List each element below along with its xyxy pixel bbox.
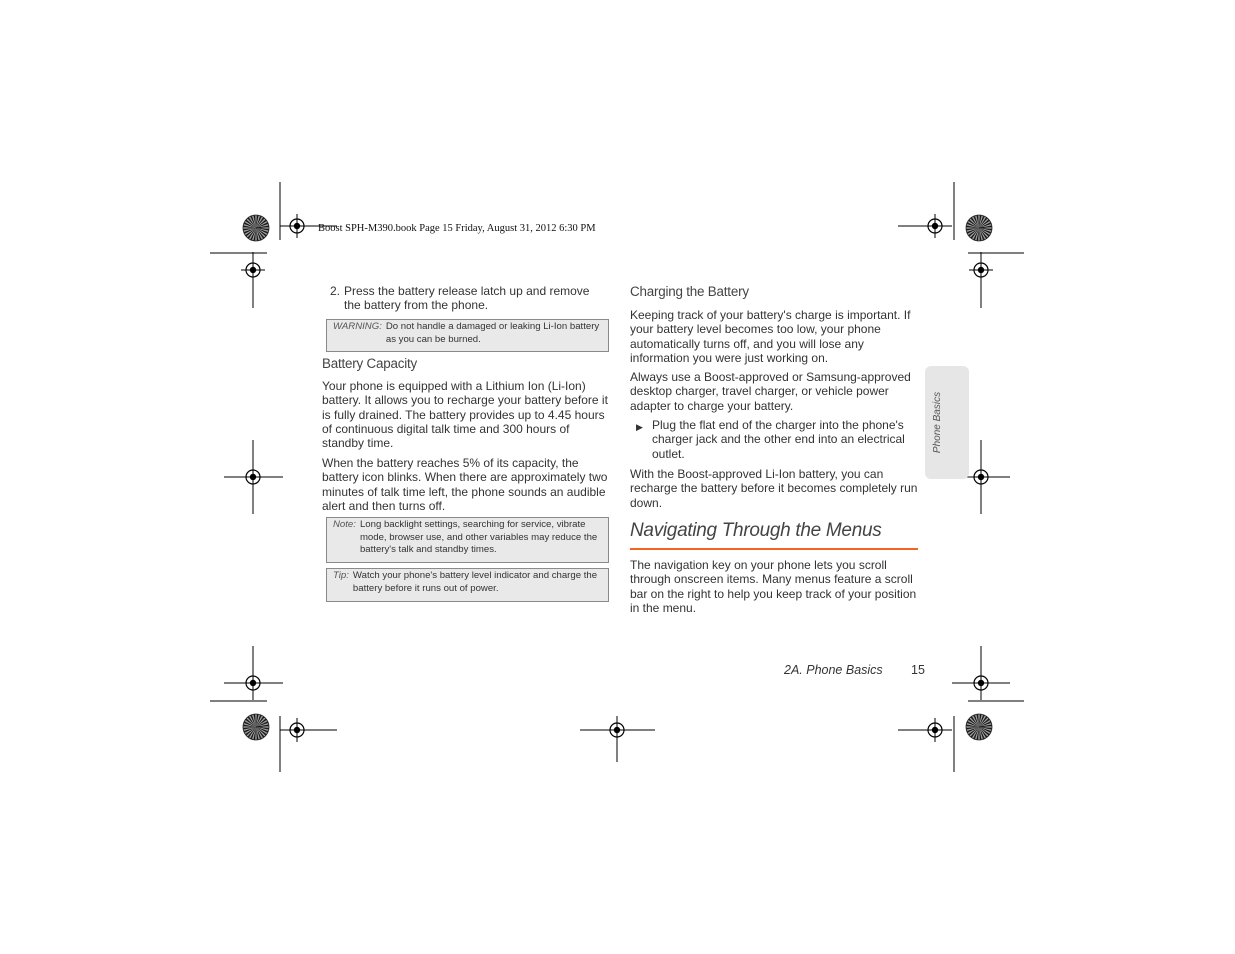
registration-target-icon bbox=[969, 465, 993, 489]
starburst-mark-icon bbox=[966, 714, 992, 740]
registration-target-icon bbox=[241, 671, 265, 695]
note-text: Long backlight settings, searching for service, vibrate mode, browser use, and other variables may reduce the battery's talk and standby times. bbox=[359, 519, 598, 556]
tip-label: Tip: bbox=[333, 570, 349, 581]
section-title: Navigating Through the Menus bbox=[630, 520, 882, 541]
registration-target-icon bbox=[923, 214, 947, 238]
side-tab-label: Phone Basics bbox=[932, 391, 944, 453]
navigating-para: The navigation key on your phone lets you scroll through onscreen items. Many menus feature a scroll bar on the right to help you keep track of your position in the menu. bbox=[630, 558, 917, 615]
step-item bbox=[330, 284, 608, 313]
registration-target-icon bbox=[969, 671, 993, 695]
battery-capacity-heading: Battery Capacity bbox=[322, 356, 418, 371]
charging-para1: Keeping track of your battery's charge is important. If your battery level becomes too low, your phone automatically turns off, and you will lose any information you were just working on. bbox=[630, 308, 911, 365]
warning-label: WARNING: bbox=[333, 321, 382, 332]
starburst-mark-icon bbox=[966, 215, 992, 241]
registration-target-icon bbox=[285, 718, 309, 742]
charging-para3: With the Boost-approved Li-Ion battery, you can recharge the battery before it becomes completely run down. bbox=[630, 467, 918, 510]
registration-target-icon bbox=[285, 214, 309, 238]
charging-bullet bbox=[630, 418, 915, 461]
warning-callout bbox=[326, 319, 609, 352]
battery-capacity-para1: Your phone is equipped with a Lithium Ion (Li-Ion) battery. It allows you to recharge your battery before it is fully drained. The battery provides up to 4.45 hours of continuous digital talk time and 300 hours of standby time. bbox=[322, 379, 608, 451]
bullet-text: Plug the flat end of the charger into the phone's charger jack and the other end into an electrical outlet. bbox=[652, 418, 905, 461]
footer-page-number: 15 bbox=[911, 663, 925, 677]
tip-text: Watch your phone's battery level indicator and charge the battery before it runs out of power. bbox=[352, 570, 598, 594]
warning-text: Do not handle a damaged or leaking Li-Ion battery as you can be burned. bbox=[385, 321, 600, 345]
charging-para2: Always use a Boost-approved or Samsung-approved desktop charger, travel charger, or vehicle power adapter to charge your battery. bbox=[630, 370, 911, 413]
registration-target-icon bbox=[969, 258, 993, 282]
note-label: Note: bbox=[333, 519, 356, 530]
registration-target-icon bbox=[923, 718, 947, 742]
starburst-mark-icon bbox=[243, 215, 269, 241]
charging-heading: Charging the Battery bbox=[630, 284, 749, 299]
footer-section: 2A. Phone Basics bbox=[784, 663, 883, 677]
book-header-line: Boost SPH-M390.book Page 15 Friday, August 31, 2012 6:30 PM bbox=[318, 223, 596, 234]
bullet-arrow-icon: ▶ bbox=[636, 422, 643, 432]
step-text: Press the battery release latch up and remove the battery from the phone. bbox=[344, 284, 590, 313]
starburst-mark-icon bbox=[243, 714, 269, 740]
step-number: 2. bbox=[330, 284, 341, 298]
registration-target-icon bbox=[241, 465, 265, 489]
battery-capacity-para2: When the battery reaches 5% of its capacity, the battery icon blinks. When there are approximately two minutes of talk time left, the phone sounds an audible alert and then turns off. bbox=[322, 456, 608, 513]
note-callout bbox=[326, 517, 609, 563]
section-title-rule bbox=[630, 548, 918, 550]
registration-target-icon bbox=[241, 258, 265, 282]
tip-callout bbox=[326, 568, 609, 602]
registration-target-icon bbox=[605, 718, 629, 742]
